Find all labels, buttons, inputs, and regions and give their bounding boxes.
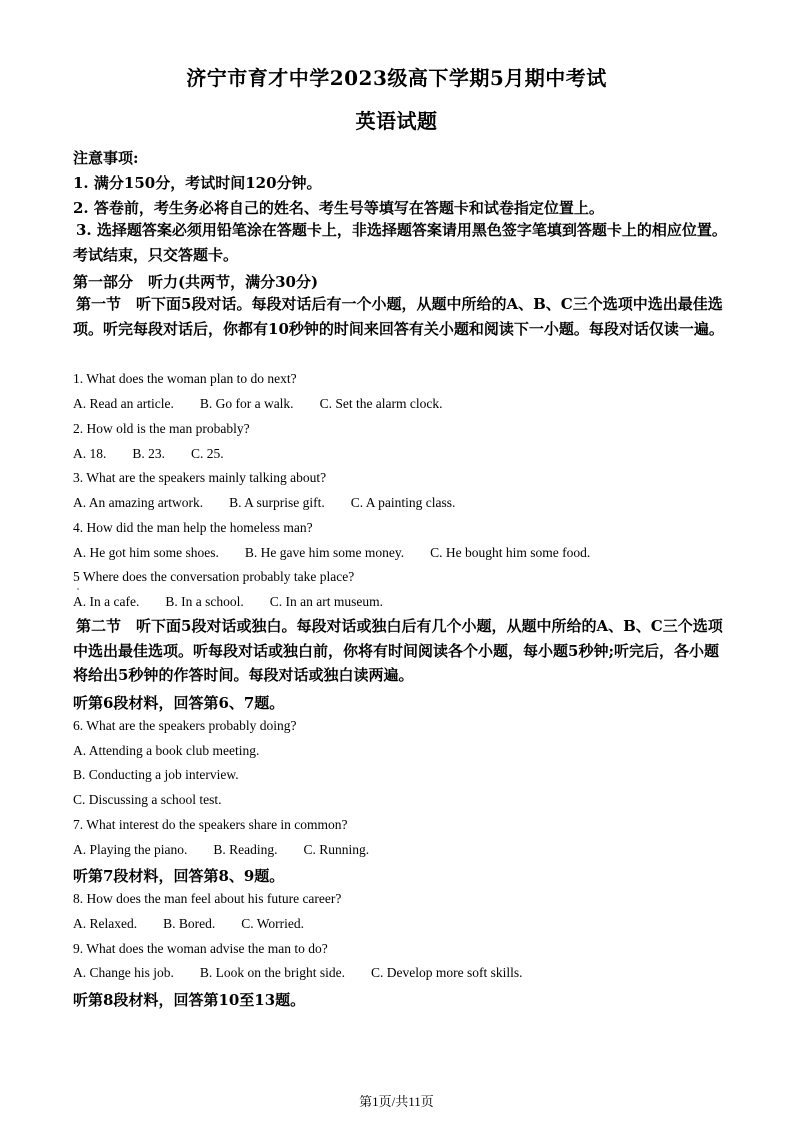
material-8-heading: 听第8段材料，回答第10至13题。: [73, 991, 306, 1009]
stray-dot: [77, 588, 79, 590]
exam-title: 济宁市育才中学2023级高下学期5月期中考试: [186, 66, 607, 90]
question-5: 5 Where does the conversation probably take place?: [73, 569, 355, 584]
question-7: 7. What interest do the speakers share in common?: [73, 817, 348, 832]
question-2-options: [73, 446, 250, 462]
option-b: B. Look on the bright side.: [199, 965, 345, 980]
option-c: C. 25.: [191, 446, 224, 461]
question-9: 9. What does the woman advise the man to do?: [73, 941, 328, 956]
part1-heading: 第一部分 听力(共两节，满分30分): [73, 273, 319, 291]
option-c: C. Running.: [303, 842, 370, 857]
section1-instructions: 第一节 听下面5段对话。每段对话后有一个小题，从题中所给的A、B、C三个选项中选出最佳选项。听完每段对话后，你都有10秒钟的时间来回答有关小题和阅读下一小题。每段对话仅读一遍。: [73, 295, 724, 338]
question-7-options: [73, 842, 395, 858]
option-a: A. 18.: [73, 446, 107, 461]
notice-item-2: 2. 答卷前，考生务必将自己的姓名、考生号等填写在答题卡和试卷指定位置上。: [73, 199, 604, 217]
option-a: A. In a cafe.: [73, 594, 140, 609]
option-a: A. An amazing artwork.: [73, 495, 204, 510]
option-c: C. He bought him some food.: [430, 545, 591, 560]
option-b: B. Go for a walk.: [199, 396, 294, 411]
question-8: 8. How does the man feel about his future career?: [73, 891, 342, 906]
option-b: B. He gave him some money.: [244, 545, 405, 560]
question-9-options: [73, 965, 549, 981]
option-a: A. He got him some shoes.: [73, 545, 219, 560]
notice-heading: 注意事项:: [73, 149, 139, 167]
question-6-option-c: C. Discussing a school test.: [73, 792, 222, 807]
option-a: A. Relaxed.: [73, 916, 138, 931]
question-6-option-a: A. Attending a book club meeting.: [73, 743, 260, 758]
option-c: C. Develop more soft skills.: [371, 965, 523, 980]
question-3: 3. What are the speakers mainly talking about?: [73, 470, 327, 485]
option-c: C. Set the alarm clock.: [319, 396, 443, 411]
question-4: 4. How did the man help the homeless man?: [73, 520, 313, 535]
option-b: B. 23.: [132, 446, 166, 461]
option-c: C. A painting class.: [350, 495, 456, 510]
notice-item-1: 1. 满分150分，考试时间120分钟。: [73, 174, 322, 192]
option-b: B. Bored.: [163, 916, 216, 931]
option-b: B. Reading.: [213, 842, 278, 857]
question-5-options: [73, 594, 409, 610]
question-8-options: [73, 916, 330, 932]
option-b: B. In a school.: [165, 594, 244, 609]
page-footer: 第1页/共11页: [359, 1094, 434, 1109]
exam-subtitle: 英语试题: [355, 109, 438, 133]
question-6: 6. What are the speakers probably doing?: [73, 718, 297, 733]
question-3-options: [73, 495, 481, 511]
option-c: C. Worried.: [241, 916, 305, 931]
option-c: C. In an art museum.: [269, 594, 383, 609]
section2-instructions: 第二节 听下面5段对话或独白。每段对话或独白后有几个小题，从题中所给的A、B、C三个选项中选出最佳选项。听每段对话或独白前，你将有时间阅读各个小题，每小题5秒钟;听完后，各小题将给出5秒钟的作答时间。每段对话或独白读两遍。: [73, 617, 723, 684]
material-7-heading: 听第7段材料，回答第8、9题。: [73, 867, 285, 885]
question-1-options: [73, 396, 469, 412]
option-b: B. A surprise gift.: [229, 495, 325, 510]
question-6-option-b: B. Conducting a job interview.: [73, 767, 239, 782]
option-a: A. Change his job.: [73, 965, 174, 980]
question-4-options: [73, 545, 616, 561]
option-a: A. Playing the piano.: [73, 842, 188, 857]
option-a: A. Read an article.: [73, 396, 174, 411]
question-2: 2. How old is the man probably?: [73, 421, 250, 436]
material-6-heading: 听第6段材料，回答第6、7题。: [73, 694, 285, 712]
question-1: 1. What does the woman plan to do next?: [73, 371, 297, 386]
notice-item-3: 3. 选择题答案必须用铅笔涂在答题卡上，非选择题答案请用黑色签字笔填到答题卡上的相应位置。考试结束，只交答题卡。: [73, 221, 727, 264]
